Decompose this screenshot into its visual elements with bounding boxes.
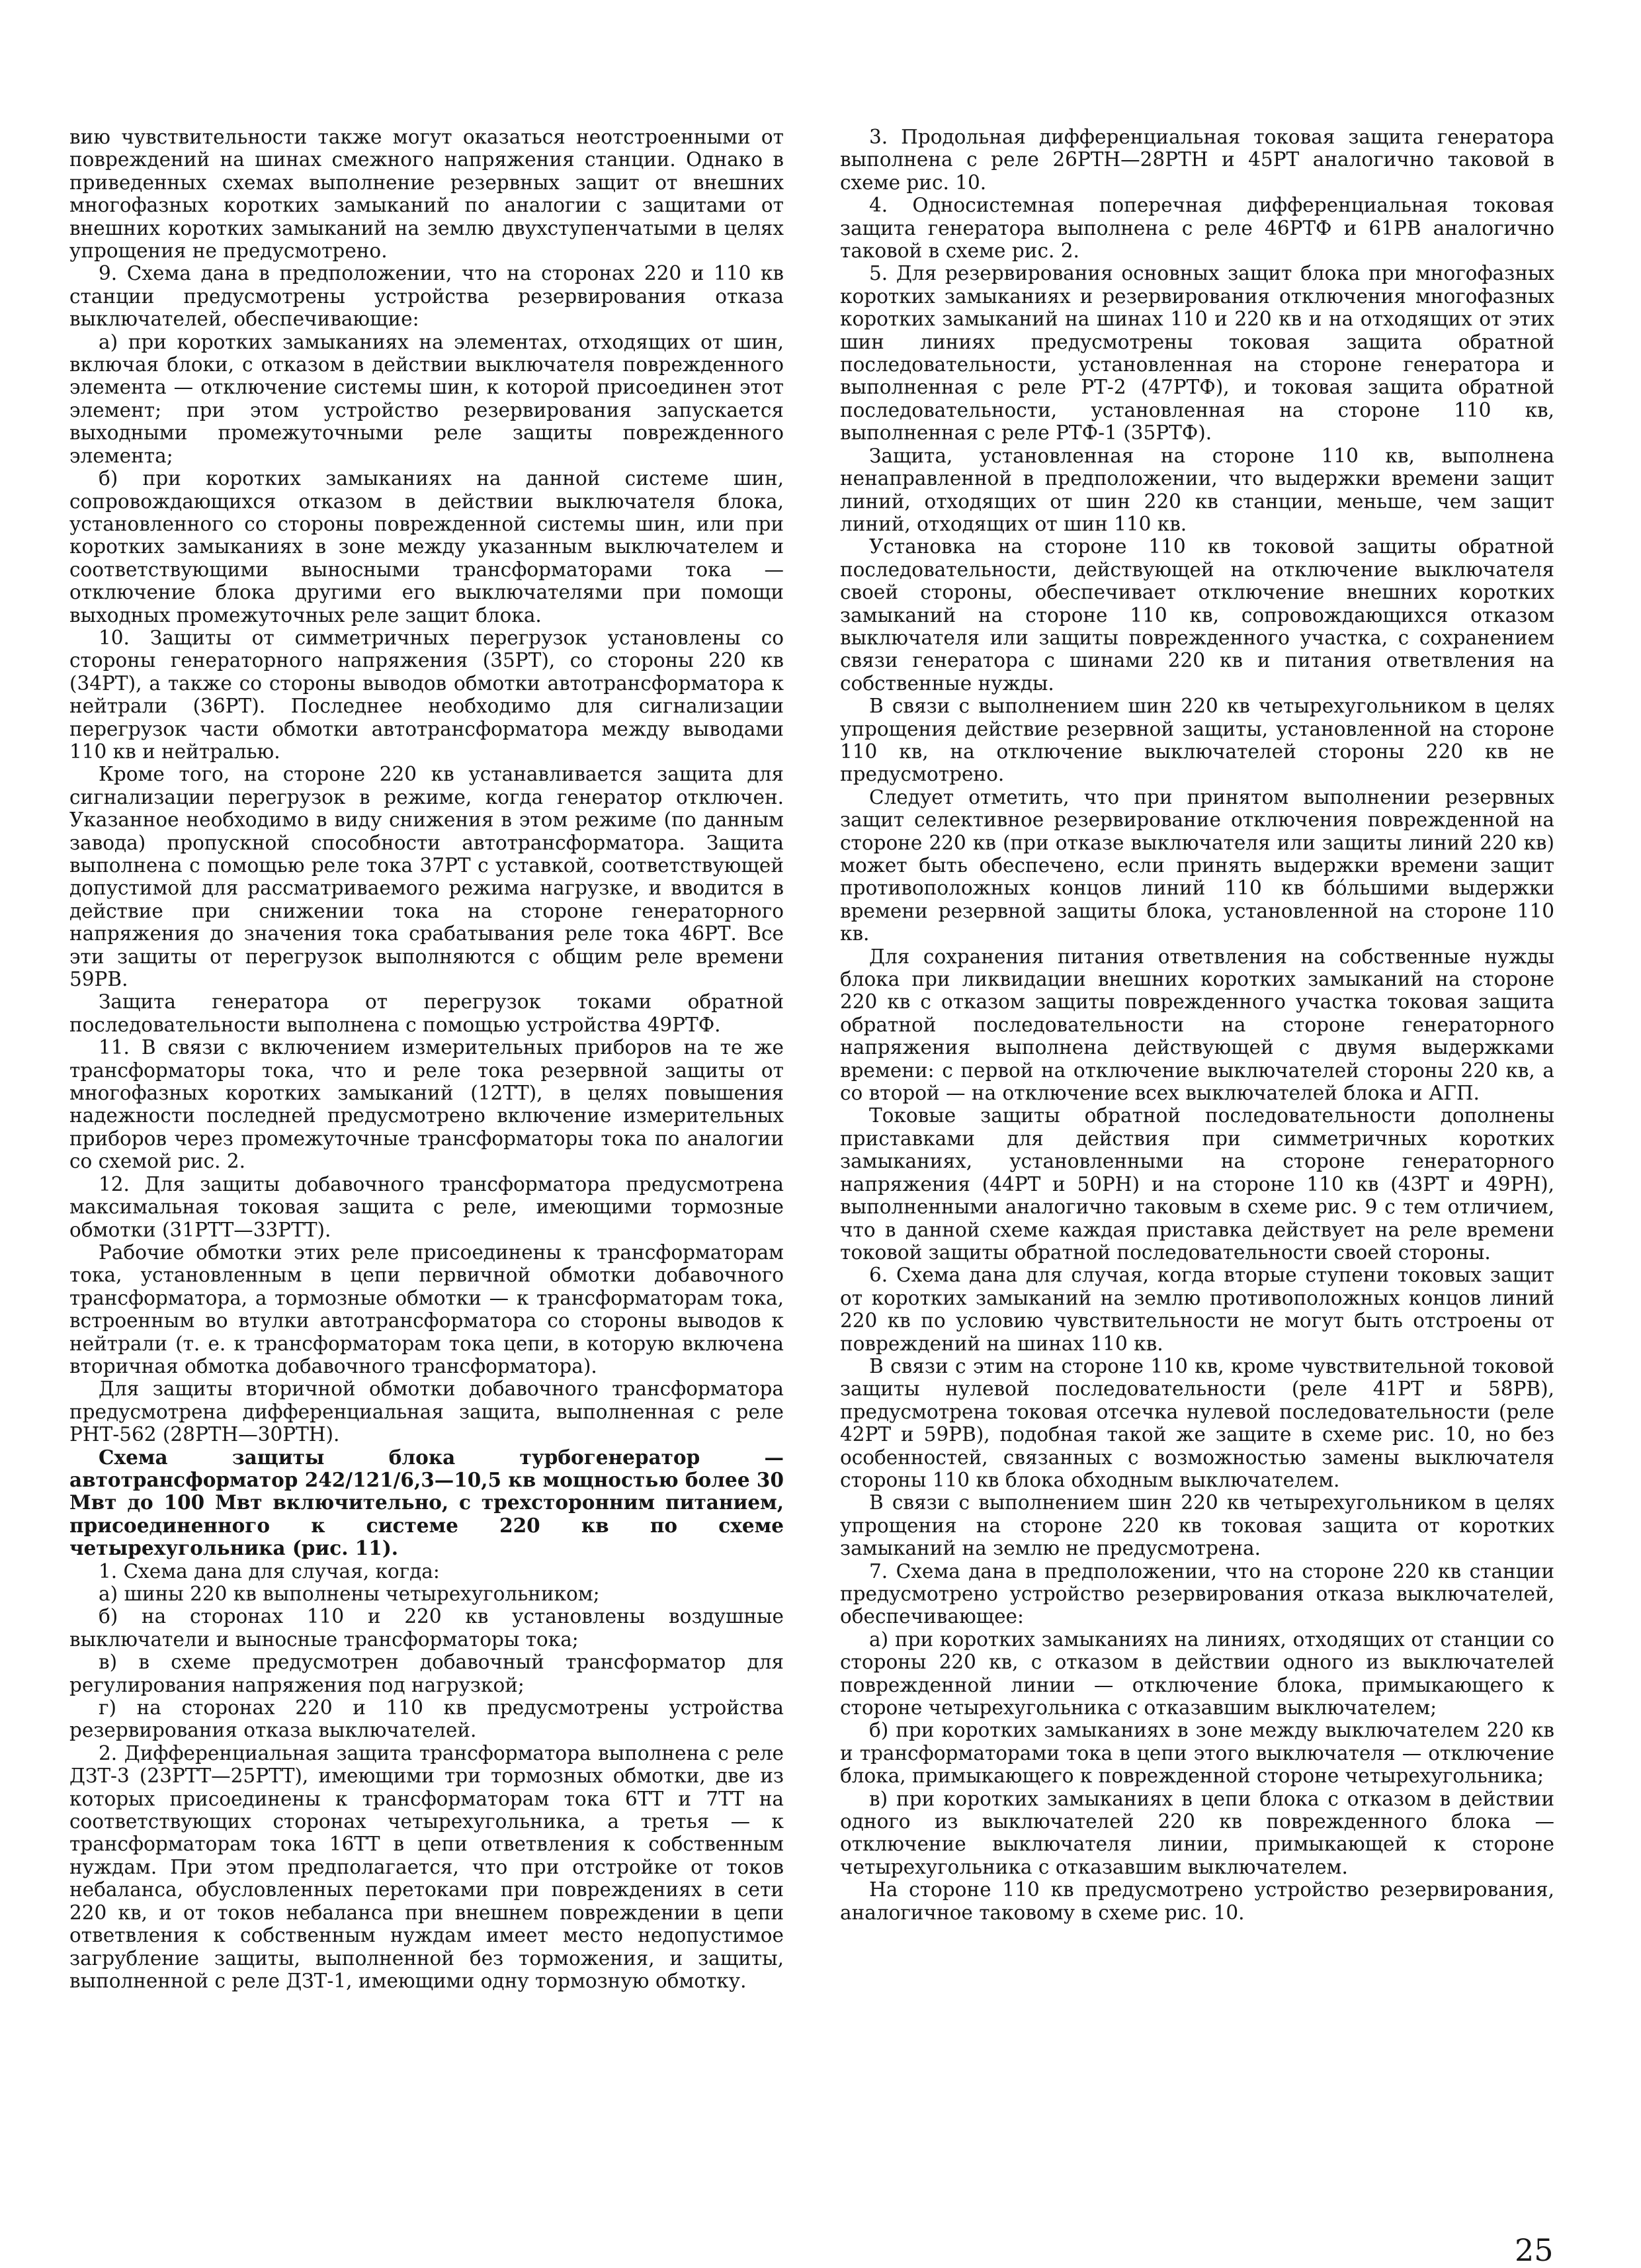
paragraph: 4. Односистемная поперечная дифференциальная токовая защита генератора выполнена с реле 46РТФ и 61РВ аналогично таковой в схеме рис. 2.	[840, 194, 1554, 263]
paragraph: 7. Схема дана в предположении, что на стороне 220 кв станции предусмотрено устройство резервирования отказа выключателей, обеспечивающее:	[840, 1559, 1554, 1628]
list-item: б) при коротких замыканиях на данной системе шин, сопровождающихся отказом в действии выключателя блока, установленного со стороны поврежденной системы шин, или при коротких замыканиях в зоне между указанным выключателем и соответствующими выносными трансформаторами тока — отключение блока другими его выключателями при помощи выходных промежуточных реле защит блока.	[69, 467, 784, 627]
list-item: б) на сторонах 110 и 220 кв установлены воздушные выключатели и выносные трансформаторы тока;	[69, 1605, 784, 1651]
list-item: а) при коротких замыканиях на элементах, отходящих от шин, включая блоки, с отказом в действии выключателя поврежденного элемента — отключение системы шин, к которой присоединен этот элемент; при этом устройство резервирования запускается выходными промежуточными реле защиты поврежденного элемента;	[69, 330, 784, 467]
list-item: а) шины 220 кв выполнены четырехугольником;	[99, 1583, 600, 1605]
list-item: б) при коротких замыканиях в зоне между выключателем 220 кв и трансформаторами тока в цепи этого выключателя — отключение блока, примыкающего к поврежденной стороне четырехугольника;	[840, 1719, 1554, 1788]
paragraph: 10. Защиты от симметричных перегрузок установлены со стороны генераторного напряжения (35РТ), со стороны 220 кв (34РТ), а также со стороны выводов обмотки автотрансформатора к нейтрали (36РТ). Последнее необходимо для сигнализации перегрузок части обмотки автотрансформатора между выводами 110 кв и нейтралью.	[69, 626, 784, 763]
paragraph: В связи с выполнением шин 220 кв четырехугольником в целях упрощения действие резервной защиты, установленной на стороне 110 кв, на отключение выключателей стороны 220 кв не предусмотрено.	[840, 695, 1554, 786]
section-heading: Схема защиты блока турбогенератор — автотрансформатор 242/121/6,3—10,5 кв мощностью более 30 Мвт до 100 Мвт включительно, с трехсторонним питанием, присоединенного к системе 220 кв по схеме четырехугольника (рис. 11).	[69, 1445, 784, 1560]
paragraph: 5. Для резервирования основных защит блока при многофазных коротких замыканиях и резервирования отключения многофазных коротких замыканий на шинах 110 и 220 кв и на отходящих от этих шин линиях предусмотрены токовая защита обратной последовательности, установленная на стороне генератора и выполненная с реле РТ-2 (47РТФ), и токовая защита обратной последовательности, установленная на стороне 110 кв, выполненная с реле РТФ-1 (35РТФ).	[840, 262, 1554, 445]
paragraph: Токовые защиты обратной последовательности дополнены приставками для действия при симметричных коротких замыканиях, установленными на стороне генераторного напряжения (44РТ и 50РН) и на стороне 110 кв (43РТ и 49РН), выполненными аналогично таковым в схеме рис. 9 с тем отличием, что в данной схеме каждая приставка действует на реле времени токовой защиты обратной последовательности своей стороны.	[840, 1104, 1554, 1264]
paragraph: В связи с этим на стороне 110 кв, кроме чувствительной токовой защиты нулевой последовательности (реле 41РТ и 58РВ), предусмотрена токовая отсечка нулевой последовательности (реле 42РТ и 59РВ), подобная такой же защите в схеме рис. 10, но без особенностей, связанных с возможностью замены выключателя стороны 110 кв блока обходным выключателем.	[840, 1354, 1554, 1491]
paragraph: Для защиты вторичной обмотки добавочного трансформатора предусмотрена дифференциальная защита, выполненная с реле РНТ-562 (28РТН—30РТН).	[69, 1377, 784, 1446]
paragraph: 12. Для защиты добавочного трансформатора предусмотрена максимальная токовая защита с реле, имеющими тормозные обмотки (31РТТ—33РТТ).	[69, 1172, 784, 1241]
paragraph: Защита генератора от перегрузок токами обратной последовательности выполнена с помощью устройства 49РТФ.	[69, 990, 784, 1036]
paragraph: 1. Схема дана для случая, когда:	[99, 1559, 440, 1583]
paragraph: Для сохранения питания ответвления на собственные нужды блока при ликвидации внешних коротких замыканий на стороне 220 кв с отказом защиты поврежденного участка токовая защита обратной последовательности на стороне генераторного напряжения выполнена действующей с двумя выдержками времени: с первой на отключение выключателей стороны 220 кв, а со второй — на отключение всех выключателей блока и АГП.	[840, 945, 1554, 1105]
right-column	[840, 126, 1554, 1924]
paragraph: В связи с выполнением шин 220 кв четырехугольником в целях упрощения на стороне 220 кв токовая защита от коротких замыканий на землю не предусмотрена.	[840, 1491, 1554, 1560]
paragraph: Защита, установленная на стороне 110 кв, выполнена ненаправленной в предположении, что выдержки времени защит линий, отходящих от шин 220 кв станции, меньше, чем защит линий, отходящих от шин 110 кв.	[840, 444, 1554, 535]
paragraph: 11. В связи с включением измерительных приборов на те же трансформаторы тока, что и реле тока резервной защиты от многофазных коротких замыканий (12ТТ), в целях повышения надежности последней предусмотрено включение измерительных приборов через промежуточные трансформаторы тока по аналогии со схемой рис. 2.	[69, 1036, 784, 1173]
paragraph: На стороне 110 кв предусмотрено устройство резервирования, аналогичное таковому в схеме рис. 10.	[840, 1878, 1554, 1924]
list-item: в) в схеме предусмотрен добавочный трансформатор для регулирования напряжения под нагрузкой;	[69, 1651, 784, 1696]
paragraph: вию чувствительности также могут оказаться неотстроенными от повреждений на шинах смежного напряжения станции. Однако в приведенных схемах выполнение резервных защит от внешних многофазных коротких замыканий по аналогии с защитами от внешних коротких замыканий на землю двухступенчатыми в целях упрощения не предусмотрено.	[69, 126, 784, 263]
paragraph: Установка на стороне 110 кв токовой защиты обратной последовательности, действующей на отключение выключателя своей стороны, обеспечивает отключение внешних коротких замыканий на стороне 110 кв, сопровождающихся отказом выключателя или защиты поврежденного участка, с сохранением связи генератора с шинами 220 кв и питания ответвления на собственные нужды.	[840, 535, 1554, 695]
paragraph: 9. Схема дана в предположении, что на сторонах 220 и 110 кв станции предусмотрены устройства резервирования отказа выключателей, обеспечивающие:	[69, 262, 784, 331]
page-number: 25	[1515, 2232, 1554, 2268]
paragraph: Следует отметить, что при принятом выполнении резервных защит селективное резервирование отключения поврежденной на стороне 220 кв (при отказе выключателя или защиты линий 220 кв) может быть обеспечено, если принять выдержки времени защит противоположных концов линий 110 кв бо́льшими выдержки времени резервной защиты блока, установленной на стороне 110 кв.	[840, 785, 1554, 945]
paragraph: 3. Продольная дифференциальная токовая защита генератора выполнена с реле 26РТН—28РТН и 45РТ аналогично таковой в схеме рис. 10.	[840, 126, 1554, 194]
left-column	[69, 126, 784, 1992]
paragraph: Рабочие обмотки этих реле присоединены к трансформаторам тока, установленным в цепи первичной обмотки добавочного трансформатора, а тормозные обмотки — к трансформаторам тока, встроенным во втулки автотрансформатора со стороны выводов к нейтрали (т. е. к трансформаторам тока цепи, в которую включена вторичная обмотка добавочного трансформатора).	[69, 1241, 784, 1377]
list-item: в) при коротких замыканиях в цепи блока с отказом в действии одного из выключателей 220 кв поврежденного блока — отключение выключателя линии, примыкающей к стороне четырехугольника с отказавшим выключателем.	[840, 1787, 1554, 1878]
paragraph: Кроме того, на стороне 220 кв устанавливается защита для сигнализации перегрузок в режиме, когда генератор отключен. Указанное необходимо в виду снижения в этом режиме (по данным завода) пропускной способности автотрансформатора. Защита выполнена с помощью реле тока 37РТ с уставкой, соответствующей допустимой для рассматриваемого режима нагрузке, и вводится в действие при снижении тока на стороне генераторного напряжения до значения тока срабатывания реле тока 46РТ. Все эти защиты от перегрузок выполняются с общим реле времени 59РВ.	[69, 763, 784, 991]
list-item: а) при коротких замыканиях на линиях, отходящих от станции со стороны 220 кв, с отказом в действии одного из выключателей поврежденной линии — отключение блока, примыкающего к стороне четырехугольника с отказавшим выключателем;	[840, 1628, 1554, 1720]
paragraph: 2. Дифференциальная защита трансформатора выполнена с реле ДЗТ-3 (23РТТ—25РТТ), имеющими три тормозных обмотки, две из которых присоединены к трансформаторам тока 6ТТ и 7ТТ на соответствующих сторонах четырехугольника, а третья — к трансформаторам тока 16ТТ в цепи ответвления к собственным нуждам. При этом предполагается, что при отстройке от токов небаланса, обусловленных перетоками при повреждениях в сети 220 кв, и от токов небаланса при внешнем повреждении в цепи ответвления к собственным нуждам имеет место недопустимое загрубление защиты, выполненной без торможения, и защиты, выполненной с реле ДЗТ-1, имеющими одну тормозную обмотку.	[69, 1741, 784, 1992]
list-item: г) на сторонах 220 и 110 кв предусмотрены устройства резервирования отказа выключателей.	[69, 1696, 784, 1742]
paragraph: 6. Схема дана для случая, когда вторые ступени токовых защит от коротких замыканий на землю противоположных концов линий 220 кв по условию чувствительности не могут быть отстроены от повреждений на шинах 110 кв.	[840, 1264, 1554, 1355]
